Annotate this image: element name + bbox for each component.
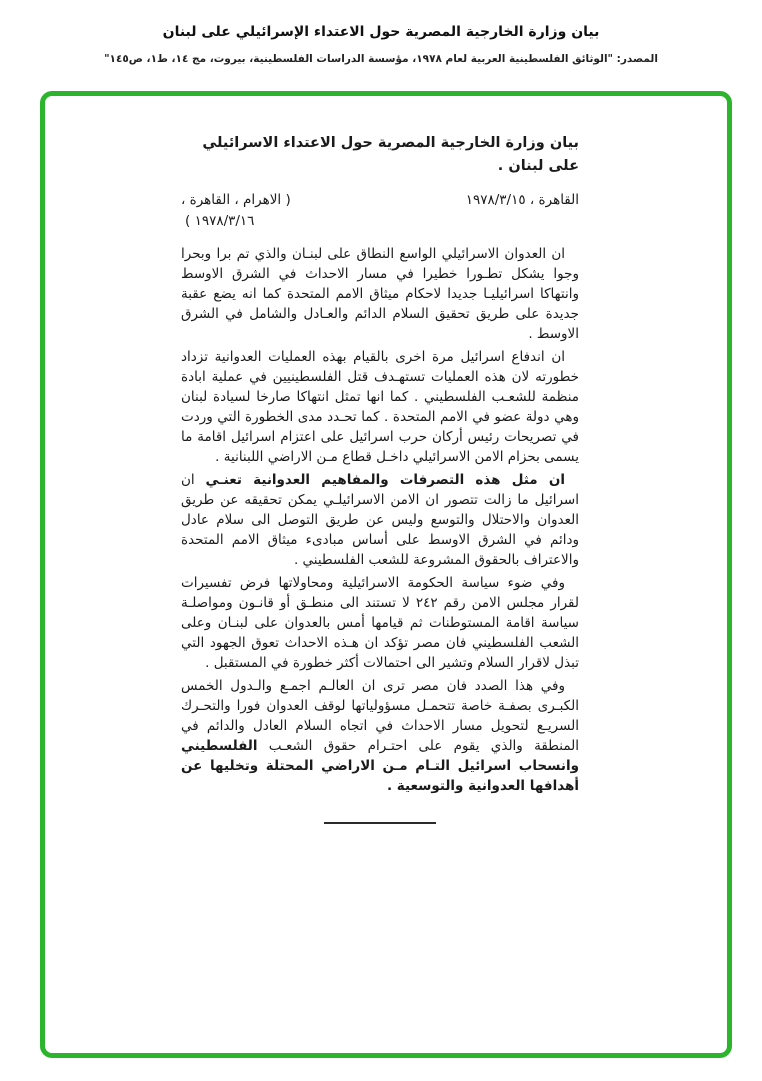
paragraph-bold-lead: ان مثل هذه التصرفات والمفاهيم العدوانية تعنـي [205, 472, 565, 488]
dateline [181, 190, 579, 232]
paragraph-bold-tail: الفلسطيني وانسحاب اسرائيل التـام مـن الاراضي المحتلة وتخليها عن أهدافها العدوانية والتوسعية . [181, 738, 579, 794]
document-title-line2: على لبنان . [497, 158, 579, 174]
document-title-line1: بيان وزارة الخارجية المصرية حول الاعتداء الاسرائيلي [202, 135, 579, 151]
document-body [45, 96, 727, 824]
dateline-place-date: القاهرة ، ١٩٧٨/٣/١٥ [465, 192, 579, 208]
document-paragraph [181, 470, 579, 570]
document-paragraph: ان اندفاع اسرائيل مرة اخرى بالقيام بهذه العمليات العدوانية تزداد خطورته لان هذه العمليات تستهـدف قتل الفلسطينيين في عملية ابادة منظمة للشعـب الفلسطيني . كما انها تمثل انتهاكا صارخا لسيادة لبنان وهي دولة عضو في الامم المتحدة . كما تحـدد مدى الخطورة التي وردت في تصريحات رئيس أركان حرب اسرائيل على اعتزام اسرائيل اقامة ما يسمى بحزام الامن الاسرائيلي داخـل قطاع مـن الاراضي اللبنانية . [181, 349, 579, 465]
dateline-source-ref-line2: ١٩٧٨/٣/١٦ ) [185, 213, 255, 229]
document-title [181, 132, 579, 178]
document-paragraph: ان العدوان الاسرائيلي الواسع النطاق على لبنـان والذي تم برا وبحرا وجوا يشكل تطـورا خطيرا في مسار الاحداث في الشرق الاوسط وانتهاكا اسرائيليـا جديدا لاحكام ميثاق الامم المتحدة كما انه يضع عقبة جديدة على طريق تحقيق السلام الدائم والعـادل والشامل في الشرق الاوسط . [181, 246, 579, 342]
dateline-source-ref-line1: ( الاهرام ، القاهرة ، [181, 192, 291, 208]
page-header [0, 0, 762, 65]
end-divider [324, 822, 436, 824]
document-paragraph [181, 676, 579, 796]
page-header-source: المصدر: "الوثائق الفلسطينية العربية لعام ١٩٧٨، مؤسسة الدراسات الفلسطينية، بيروت، مج ١٤، ط١، ص١٤٥" [104, 53, 658, 65]
paragraph-text: ان اسرائيل ما زالت تتصور ان الامن الاسرائيلـي يمكن تحقيقه عن طريق العدوان والاحتلال والتوسع وليس عن طريق التوصل الى سلام عادل ودائم في الشرق الاوسط على أساس مبادىء ميثاق الامم المتحدة والاعتراف بالحقوق المشروعة للشعب الفلسطيني . [181, 472, 579, 568]
document-paragraph: وفي ضوء سياسة الحكومة الاسرائيلية ومحاولاتها فرض تفسيرات لقرار مجلس الامن رقم ٢٤٢ لا تستند الى منطـق أو قانـون ومواصلـة سياسة اقامة المستوطنات ثم قيامها أمس بالعدوان على لبنـان وعلى الشعب الفلسطيني فان مصر تؤكد ان هـذه الاحداث تعوق الجهود التي تبذل لاقرار السلام وتشير الى احتمالات أكثر خطورة في المستقبل . [181, 575, 579, 671]
dateline-row [181, 190, 579, 211]
paragraph-text: وفي هذا الصدد فان مصر ترى ان العالـم اجمـع والـدول الخمس الكبـرى بصفـة خاصة تتحمـل مسؤولياتها لوقف العدوان فورا والتحـرك السريـع لتحويل مسار الاحداث في اتجاه السلام العادل والدائم في المنطقة والذي يقوم على احتـرام حقوق الشعـب [181, 678, 579, 754]
document-frame [40, 91, 732, 1058]
page-header-title: بيان وزارة الخارجية المصرية حول الاعتداء الإسرائيلي على لبنان [162, 24, 600, 40]
